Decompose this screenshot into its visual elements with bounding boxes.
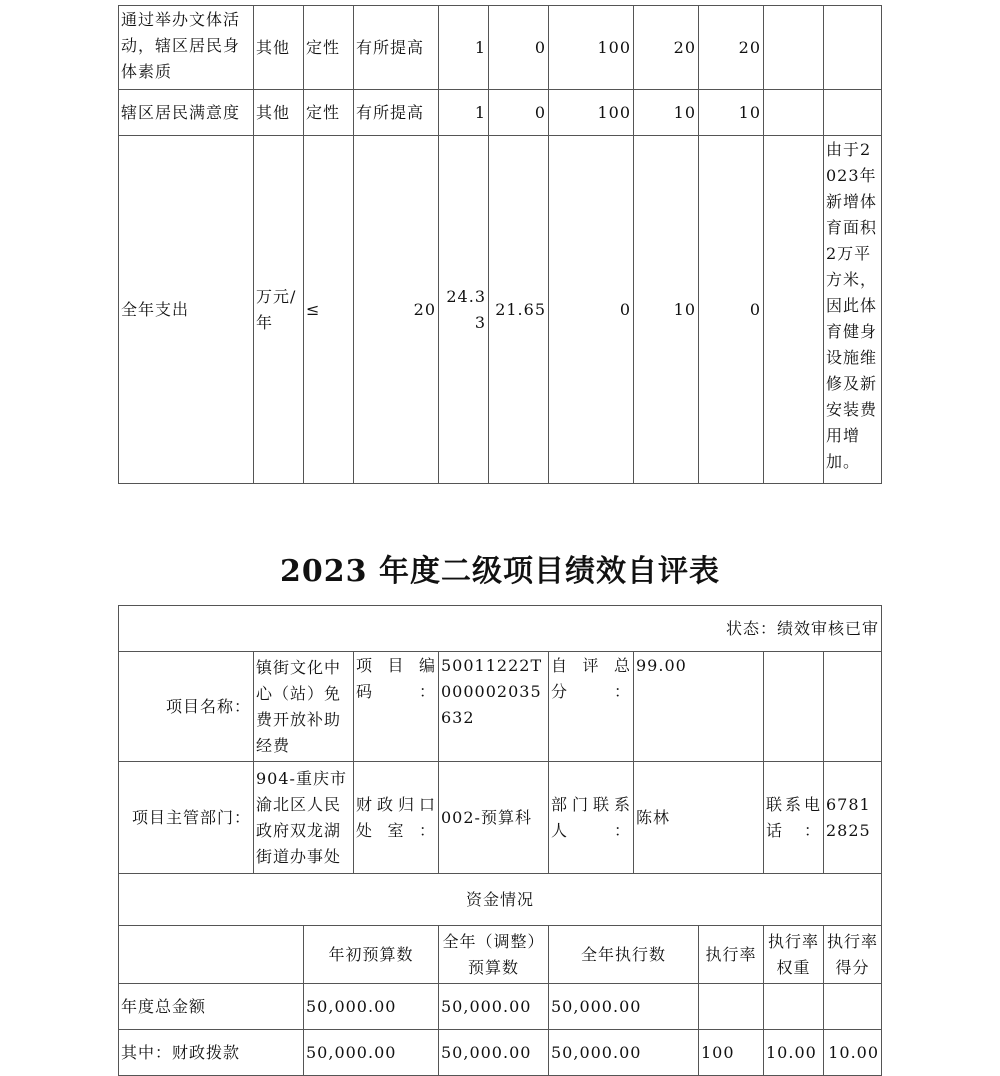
exec-value: 50,000.00 <box>549 1030 699 1076</box>
indicator-unit: 万元/年 <box>254 136 304 484</box>
table-row <box>119 1030 882 1076</box>
page-title: 2023 年度二级项目绩效自评表 <box>280 554 720 589</box>
col-header-budget-adj: 全年（调整）预算数 <box>439 926 549 984</box>
table-row <box>119 6 882 90</box>
finance-value: 002-预算科 <box>439 762 549 874</box>
indicator-value: 0 <box>549 136 634 484</box>
indicator-target: 20 <box>354 136 439 484</box>
dept-label: 项目主管部门： <box>119 762 254 874</box>
col-header-weight: 执行率权重 <box>764 926 824 984</box>
indicator-weight: 10 <box>634 90 699 136</box>
indicator-extra <box>764 90 824 136</box>
indicator-operator: 定性 <box>304 6 354 90</box>
col-header-exec: 全年执行数 <box>549 926 699 984</box>
table-row <box>119 90 882 136</box>
funds-section-header: 资金情况 <box>119 874 882 926</box>
indicator-value: 1 <box>439 90 489 136</box>
indicator-value: 100 <box>549 6 634 90</box>
indicator-value: 1 <box>439 6 489 90</box>
exec-value: 50,000.00 <box>549 984 699 1030</box>
indicator-remark <box>824 90 882 136</box>
budget-adj-value: 50,000.00 <box>439 984 549 1030</box>
score-value: 10.00 <box>824 1030 882 1076</box>
indicator-name: 全年支出 <box>119 136 254 484</box>
weight-value <box>764 984 824 1030</box>
budget-init-value: 50,000.00 <box>304 984 439 1030</box>
project-name-label: 项目名称： <box>119 652 254 762</box>
section-header-row <box>119 874 882 926</box>
table-row <box>119 136 882 484</box>
table-row <box>119 984 882 1030</box>
empty-cell <box>764 652 824 762</box>
indicator-name: 辖区居民满意度 <box>119 90 254 136</box>
row-label: 年度总金额 <box>119 984 304 1030</box>
budget-adj-value: 50,000.00 <box>439 1030 549 1076</box>
dept-value: 904-重庆市渝北区人民政府双龙湖街道办事处 <box>254 762 354 874</box>
indicator-remark: 由于2023年新增体育面积2万平方米，因此体育健身设施维修及新安装费用增加。 <box>824 136 882 484</box>
rate-value <box>699 984 764 1030</box>
info-row <box>119 762 882 874</box>
info-row <box>119 652 882 762</box>
project-code-value: 50011222T000002035632 <box>439 652 549 762</box>
score-value <box>824 984 882 1030</box>
indicator-score: 20 <box>699 6 764 90</box>
indicator-score: 10 <box>699 90 764 136</box>
col-header-rate: 执行率 <box>699 926 764 984</box>
indicator-extra <box>764 6 824 90</box>
project-code-label: 项目编码： <box>354 652 439 762</box>
indicator-target: 有所提高 <box>354 6 439 90</box>
col-header-score: 执行率得分 <box>824 926 882 984</box>
indicator-remark <box>824 6 882 90</box>
indicator-weight: 10 <box>634 136 699 484</box>
empty-header-cell <box>119 926 304 984</box>
weight-value: 10.00 <box>764 1030 824 1076</box>
project-name-value: 镇街文化中心（站）免费开放补助经费 <box>254 652 354 762</box>
indicator-value: 100 <box>549 90 634 136</box>
phone-label: 联系电话： <box>764 762 824 874</box>
budget-init-value: 50,000.00 <box>304 1030 439 1076</box>
col-header-budget-init: 年初预算数 <box>304 926 439 984</box>
contact-label: 部门联系人： <box>549 762 634 874</box>
indicator-unit: 其他 <box>254 6 304 90</box>
indicator-target: 有所提高 <box>354 90 439 136</box>
contact-value: 陈林 <box>634 762 764 874</box>
column-header-row <box>119 926 882 984</box>
indicator-value: 24.33 <box>439 136 489 484</box>
score-value: 99.00 <box>634 652 764 762</box>
evaluation-table <box>118 605 882 1076</box>
indicator-score: 0 <box>699 136 764 484</box>
indicator-weight: 20 <box>634 6 699 90</box>
indicator-value: 21.65 <box>489 136 549 484</box>
indicator-value: 0 <box>489 6 549 90</box>
row-label: 其中：财政拨款 <box>119 1030 304 1076</box>
phone-value: 67812825 <box>824 762 882 874</box>
score-label: 自评总分： <box>549 652 634 762</box>
rate-value: 100 <box>699 1030 764 1076</box>
status-text: 状态：绩效审核已审 <box>119 606 882 652</box>
status-row <box>119 606 882 652</box>
indicator-value: 0 <box>489 90 549 136</box>
indicator-name: 通过举办文体活动，辖区居民身体素质 <box>119 6 254 90</box>
indicator-operator: 定性 <box>304 90 354 136</box>
indicator-unit: 其他 <box>254 90 304 136</box>
empty-cell <box>824 652 882 762</box>
indicator-table <box>118 5 882 484</box>
finance-label: 财政归口处室： <box>354 762 439 874</box>
indicator-operator: ≤ <box>304 136 354 484</box>
indicator-extra <box>764 136 824 484</box>
